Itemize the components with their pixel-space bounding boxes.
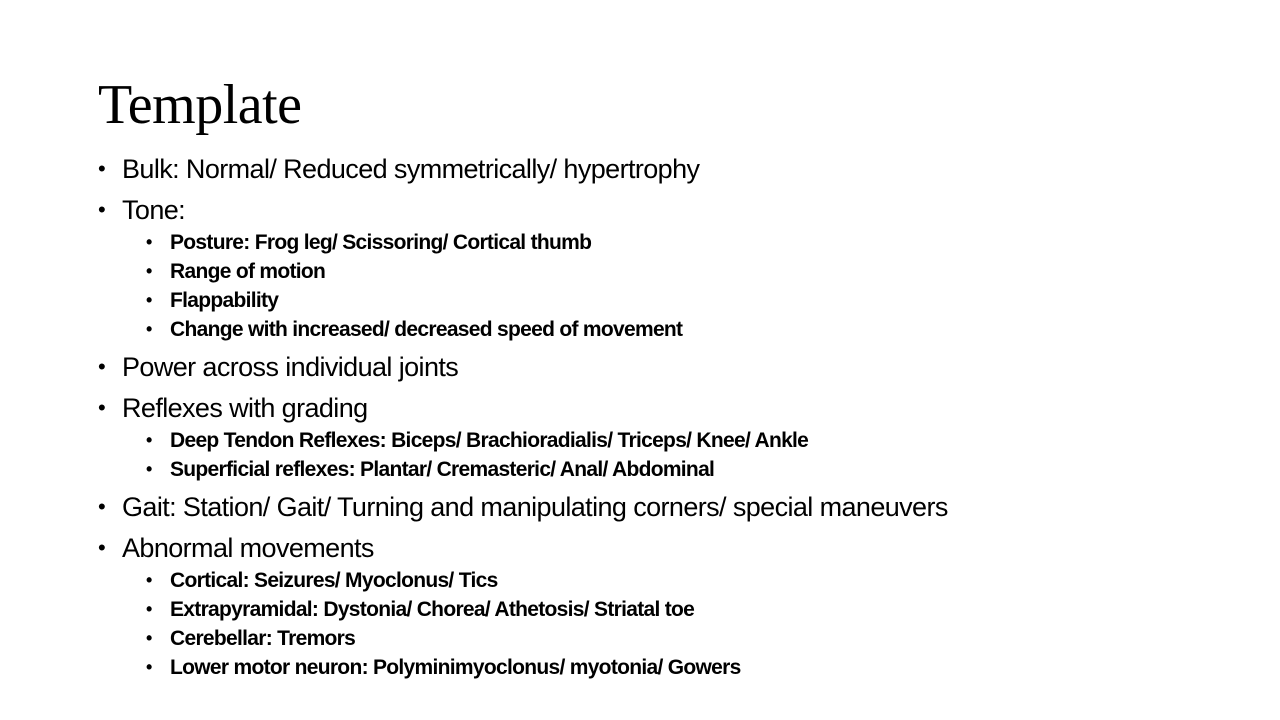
sub-list-item (146, 286, 1258, 315)
list-item-text: Reflexes with grading (122, 393, 368, 423)
bullet-icon: • (98, 354, 106, 379)
sub-list-item-text: Cerebellar: Tremors (170, 627, 356, 650)
sub-list-item-text: Superficial reflexes: Plantar/ Cremasteric/ Anal/ Abdominal (170, 458, 715, 481)
list-item (98, 349, 1258, 385)
list-item-text: Tone: (122, 195, 186, 225)
sub-list (146, 228, 1258, 344)
sub-list-item-text: Range of motion (170, 260, 326, 283)
sub-list-item-text: Flappability (170, 289, 279, 312)
list-item (98, 192, 1258, 228)
sub-list (146, 566, 1258, 682)
bullet-list (98, 151, 1258, 682)
list-item-text: Abnormal movements (122, 533, 374, 563)
bullet-icon: • (146, 628, 152, 648)
sub-list-item (146, 257, 1258, 286)
bullet-icon: • (146, 261, 152, 281)
bullet-icon: • (146, 319, 152, 339)
bullet-icon: • (98, 494, 106, 519)
list-item (98, 489, 1258, 525)
sub-list-item-text: Cortical: Seizures/ Myoclonus/ Tics (170, 569, 498, 592)
bullet-icon: • (146, 570, 152, 590)
bullet-icon: • (146, 430, 152, 450)
bullet-icon: • (98, 197, 106, 222)
list-item-text: Bulk: Normal/ Reduced symmetrically/ hypertrophy (122, 154, 700, 184)
sub-list-item-text: Extrapyramidal: Dystonia/ Chorea/ Athetosis/ Striatal toe (170, 598, 695, 621)
sub-list-item-text: Deep Tendon Reflexes: Biceps/ Brachioradialis/ Triceps/ Knee/ Ankle (170, 429, 809, 452)
sub-list-item (146, 455, 1258, 484)
list-item-text: Gait: Station/ Gait/ Turning and manipulating corners/ special maneuvers (122, 492, 948, 522)
list-item (98, 530, 1258, 566)
slide-title: Template (98, 74, 302, 136)
list-item (98, 151, 1258, 187)
bullet-icon: • (98, 395, 106, 420)
sub-list-item (146, 595, 1258, 624)
bullet-icon: • (146, 232, 152, 252)
bullet-icon: • (98, 535, 106, 560)
sub-list-item (146, 315, 1258, 344)
bullet-icon: • (98, 156, 106, 181)
sub-list-item (146, 653, 1258, 682)
bullet-icon: • (146, 599, 152, 619)
list-item-text: Power across individual joints (122, 352, 459, 382)
sub-list-item (146, 426, 1258, 455)
sub-list-item (146, 624, 1258, 653)
list-item (98, 390, 1258, 426)
bullet-icon: • (146, 657, 152, 677)
sub-list (146, 426, 1258, 484)
sub-list-item (146, 228, 1258, 257)
bullet-icon: • (146, 290, 152, 310)
bullet-icon: • (146, 459, 152, 479)
sub-list-item-text: Lower motor neuron: Polyminimyoclonus/ myotonia/ Gowers (170, 656, 741, 679)
sub-list-item-text: Posture: Frog leg/ Scissoring/ Cortical thumb (170, 231, 592, 254)
sub-list-item (146, 566, 1258, 595)
sub-list-item-text: Change with increased/ decreased speed of movement (170, 318, 683, 341)
